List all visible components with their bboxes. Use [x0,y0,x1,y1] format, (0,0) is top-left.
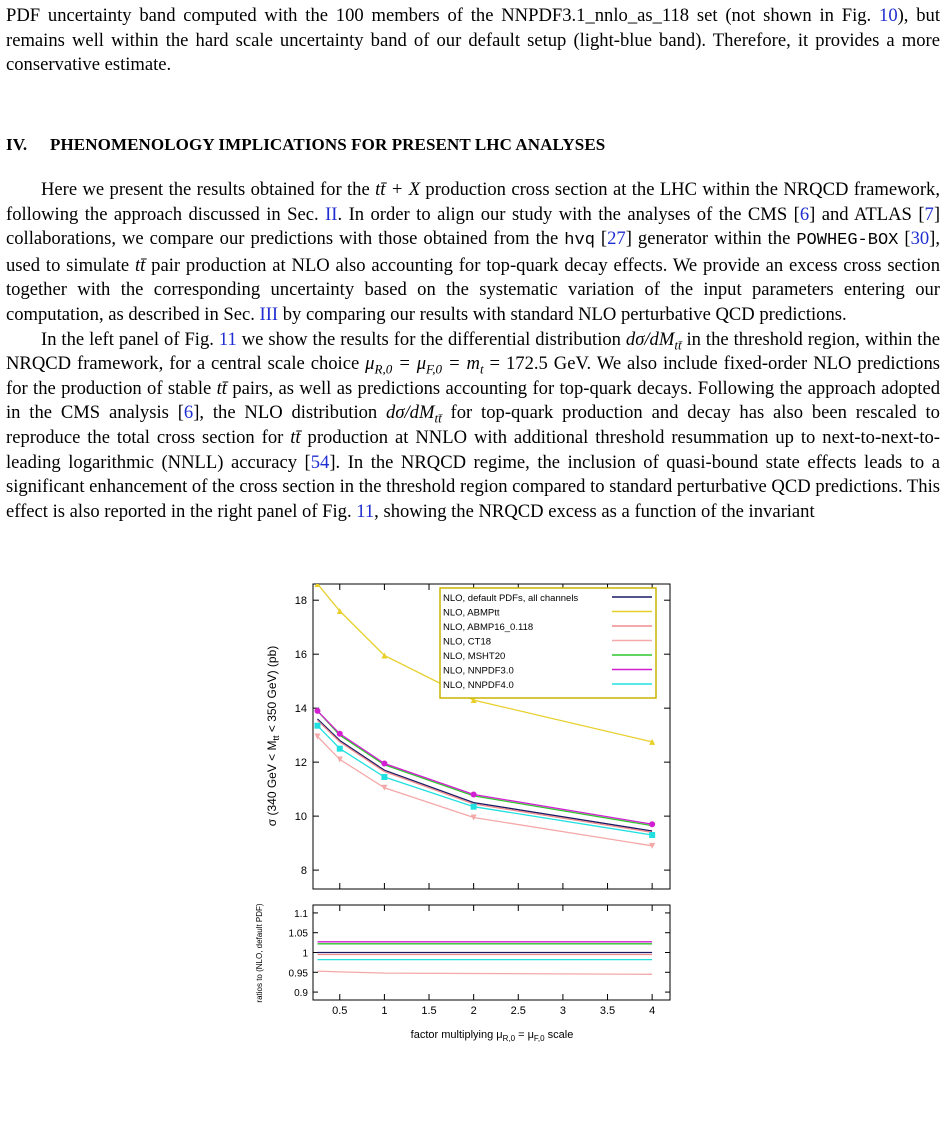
intro-text: ), but remains well within the hard scale uncertainty band of our default setup [6,5,941,51]
text: pair production at NLO also accounting for top-quark decay effects. We provide an excess cross section together with the corresponding uncertainty based on the systematic variation of the input parameters entering our computation, as described in Sec. [6,254,940,325]
text: by comparing our results with standard NLO perturbative QCD predictions. [278,303,847,325]
y-tick-label: 0.9 [294,988,308,1000]
data-point [314,723,320,729]
text: 172.5 GeV. We also include fixed-order NLO predictions for the production of stable [6,353,940,399]
y-tick-label: 14 [294,703,307,716]
text: [ [898,228,911,250]
intro-text: PDF uncertainty band computed with the 100 members of the NNPDF3.1_nnlo_as_118 set (not [6,5,756,26]
data-point [649,821,655,827]
math: = μ [392,353,427,375]
math-subscript: R,0 [374,361,393,377]
data-point [337,731,343,737]
paragraph-2 [6,328,940,525]
text: ] and ATLAS [ [809,203,925,225]
figure-ref-link[interactable]: 10 [879,5,898,26]
lower-series-group [318,942,653,975]
text: In the left panel of Fig. [41,328,219,350]
intro-paragraph [6,4,940,78]
x-tick-label: 2.5 [510,1005,526,1017]
legend-entry-label: NLO, NNPDF4.0 [443,680,514,691]
x-tick-label: 1.5 [421,1005,437,1017]
data-point [471,792,477,798]
text: = [483,353,506,375]
text: pairs, as well as predictions accounting for top-quark decays. Following the approach adopted in the CMS analysis [ [6,377,940,424]
section-ref-link[interactable]: III [259,303,279,325]
y-tick-label: 8 [300,865,307,878]
text: production cross section at the LHC within the NRQCD framework, following the approach discussed in Sec. [6,179,940,225]
legend-entry-label: NLO, NNPDF3.0 [443,665,514,677]
x-tick-label: 1 [381,1005,388,1017]
text: we show the results for the differential distribution [236,328,626,350]
math: dσ/dM [386,402,435,424]
math: = m [442,353,480,375]
lower-y-axis-label: ratios to (NLO, default PDF) [255,903,264,1003]
data-point [471,804,477,810]
data-point [314,708,320,714]
math-subscript: t [479,361,484,377]
text: ], the NLO distribution [193,402,387,424]
x-tick-label: 3 [559,1005,566,1017]
code-text: hvq [564,231,595,251]
upper-y-axis-label: σ (340 GeV < $M_{tt} < 350$ GeV) (pb) [265,645,281,827]
citation-link[interactable]: 54 [310,451,330,473]
text: in the threshold region, within the NRQCD framework, for a central scale choice [6,328,941,375]
series-line [318,711,653,824]
text: production at NNLO with additional threshold resummation up to next-to-next-to-leading logarithmic (NNLL) accuracy [ [6,426,940,473]
citation-link[interactable]: 7 [924,203,934,225]
x-tick-label: 4 [649,1005,656,1017]
text: . In order to align our study with the analyses of the CMS [ [337,203,800,225]
section-heading [6,135,940,155]
math: tt̄ + X [375,179,421,200]
y-tick-label: 18 [294,595,307,608]
y-tick-label: 1 [302,948,308,960]
data-point [649,832,655,838]
legend-entry-label: NLO, CT18 [443,636,492,648]
data-point [381,774,387,780]
math-subscript: tt̄ [434,411,442,427]
legend-entry-label: NLO, ABMPtt [443,607,500,619]
x-tick-label: 3.5 [599,1005,616,1017]
paragraph-1 [6,178,940,328]
math-subscript: tt̄ [674,337,682,353]
y-tick-label: 12 [294,757,307,770]
citation-link[interactable]: 30 [910,228,930,250]
series-line [318,719,653,831]
x-tick-label: 2 [470,1005,477,1017]
y-tick-label: 1.1 [294,908,308,920]
pdf-scale-figure [240,560,680,1110]
section-ref-link[interactable]: II [325,203,338,225]
text: ] collaborations, we compare our predictions with those obtained from the [6,203,941,250]
section-title: PHENOMENOLOGY IMPLICATIONS FOR PRESENT LHC ANALYSES [50,135,606,154]
section-number: IV. [6,135,28,154]
x-axis-label: factor multiplying $\mu_{R,0} = \mu_{F,0}$ scale [410,1029,574,1043]
intro-text: shown in Fig. [763,5,880,26]
citation-link[interactable]: 27 [607,228,626,250]
ratio-line [318,971,653,974]
intro-text: (light-blue band). Therefore, it provides a more conservative estimate. [6,29,940,76]
math-subscript: F,0 [426,361,443,377]
body-text [6,178,940,524]
math: μ [365,353,375,375]
y-tick-label: 10 [294,811,307,824]
legend-entry-label: NLO, MSHT20 [443,651,506,662]
code-text: POWHEG-BOX [796,231,899,251]
data-point [381,785,387,791]
y-tick-label: 16 [294,649,307,662]
figure-ref-link[interactable]: 11 [356,500,375,522]
text: [ [594,228,608,250]
text: ]. In the NRQCD regime, the inclusion of quasi-bound state effects leads to a significant enhancement of the cross section in the threshold region compared to standard perturbative QCD predictions. This effect is also reported in the right panel of Fig. [6,451,941,522]
math: tt̄ [290,426,301,448]
text: ], used to simulate [6,228,941,276]
x-tick-label: 0.5 [332,1005,348,1017]
citation-link[interactable]: 6 [799,203,810,225]
data-point [337,746,343,752]
text: Here we present the results obtained for the [41,179,376,200]
text: for top-quark production and decay has also been rescaled to reproduce the total cross section for [6,402,940,448]
data-point [337,756,343,762]
figure-ref-link[interactable]: 11 [218,328,237,350]
citation-link[interactable]: 6 [183,402,194,424]
y-tick-label: 1.05 [288,928,308,940]
math: dσ/dM [625,328,675,350]
legend [440,588,656,698]
text: , showing the NRQCD excess as a function of the invariant [374,500,815,522]
data-point [381,760,387,766]
legend-entry-label: NLO, ABMP16_0.118 [443,622,534,633]
math: tt̄ [216,377,227,399]
text: ] generator within the [625,228,797,250]
legend-entry-label: NLO, default PDFs, all channels [443,593,579,604]
math: tt̄ [135,254,146,276]
y-tick-label: 0.95 [288,968,308,980]
